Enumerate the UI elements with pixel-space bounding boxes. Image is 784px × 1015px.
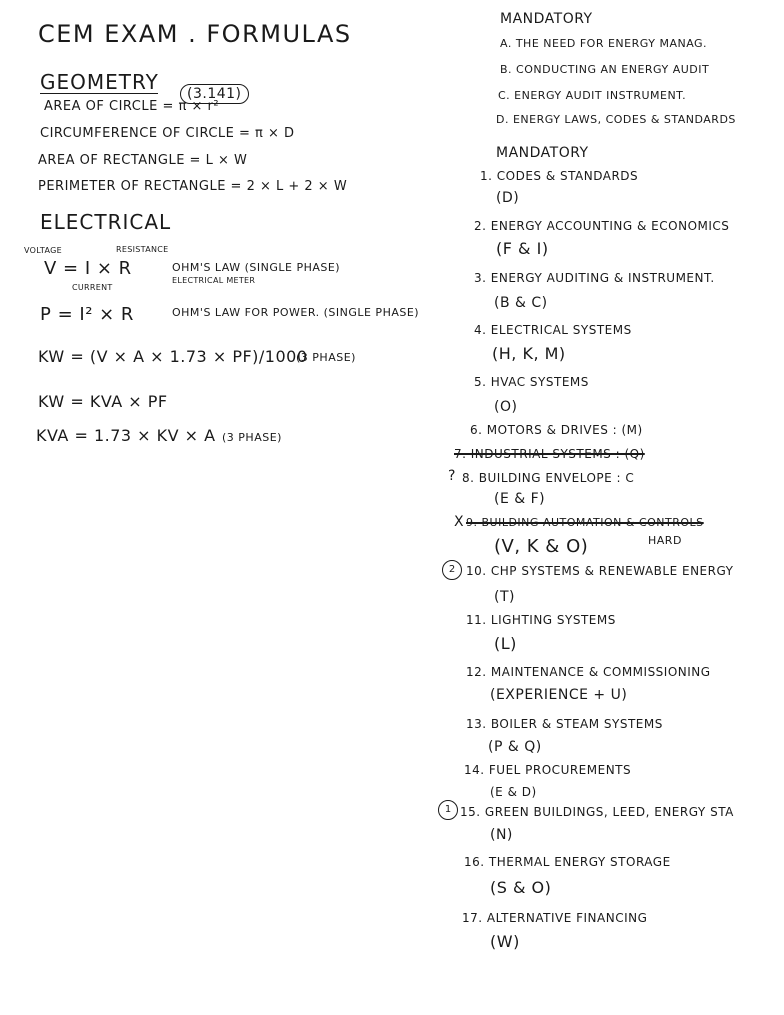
resistance-label: RESISTANCE — [116, 245, 169, 254]
list-item-11-sub: (L) — [494, 634, 517, 653]
power-formula: P = I² × R — [40, 304, 134, 325]
list-item-5: 5. HVAC SYSTEMS — [474, 375, 589, 389]
mandatory-top-item: C. ENERGY AUDIT INSTRUMENT. — [498, 89, 687, 102]
ohm-formula: V = I × R — [44, 258, 132, 279]
list-item-9: 9. BUILDING AUTOMATION & CONTROLS — [466, 516, 704, 529]
list-item-8-prefix: ? — [448, 468, 456, 484]
list-item-3: 3. ENERGY AUDITING & INSTRUMENT. — [474, 271, 715, 285]
list-item-7: 7. INDUSTRIAL SYSTEMS : (Q) — [454, 447, 645, 461]
list-item-16-sub: (S & O) — [490, 878, 552, 897]
list-item-14-sub: (E & D) — [490, 785, 537, 799]
kva-formula: KVA = 1.73 × KV × A — [36, 426, 216, 445]
list-item-6: 6. MOTORS & DRIVES : (M) — [470, 423, 643, 437]
list-item-17: 17. ALTERNATIVE FINANCING — [462, 911, 648, 925]
mandatory-top-item: A. THE NEED FOR ENERGY MANAG. — [500, 37, 708, 50]
list-item-3-sub: (B & C) — [494, 295, 548, 311]
pi-value: (3.141) — [180, 84, 249, 104]
list-item-11: 11. LIGHTING SYSTEMS — [466, 613, 616, 627]
list-item-15-sub: (N) — [490, 827, 513, 843]
list-item-12: 12. MAINTENANCE & COMMISSIONING — [466, 665, 711, 679]
list-item-2-sub: (F & I) — [496, 239, 549, 258]
priority-circle-1: 1 — [438, 800, 458, 820]
list-item-9-prefix: X — [454, 514, 465, 530]
list-item-8: 8. BUILDING ENVELOPE : C — [462, 471, 635, 485]
priority-circle-2: 2 — [442, 560, 462, 580]
geometry-underline — [40, 93, 158, 94]
list-item-16: 16. THERMAL ENERGY STORAGE — [464, 855, 671, 869]
list-item-4: 4. ELECTRICAL SYSTEMS — [474, 323, 632, 337]
kw-kva-formula: KW = KVA × PF — [38, 392, 168, 411]
list-item-13-sub: (P & Q) — [488, 739, 542, 755]
power-note: OHM'S LAW FOR POWER. (SINGLE PHASE) — [172, 306, 420, 319]
ohm-subnote: ELECTRICAL METER — [172, 276, 256, 285]
electrical-heading: ELECTRICAL — [40, 210, 172, 234]
list-item-14: 14. FUEL PROCUREMENTS — [464, 763, 632, 777]
list-item-12-sub: (EXPERIENCE + U) — [490, 687, 628, 703]
list-item-2: 2. ENERGY ACCOUNTING & ECONOMICS — [474, 219, 730, 233]
formula-perimeter: PERIMETER OF RECTANGLE = 2 × L + 2 × W — [38, 179, 348, 194]
list-item-1: 1. CODES & STANDARDS — [480, 169, 639, 183]
list-item-1-sub: (D) — [496, 190, 520, 206]
ohm-note: OHM'S LAW (SINGLE PHASE) — [172, 261, 341, 274]
list-item-10: 10. CHP SYSTEMS & RENEWABLE ENERGY — [466, 564, 734, 578]
list-item-17-sub: (W) — [490, 932, 520, 951]
list-item-8-sub: (E & F) — [494, 491, 546, 507]
kw-note: (3 PHASE) — [296, 351, 356, 364]
formula-area-circle: AREA OF CIRCLE = π × r² — [44, 99, 220, 114]
list-item-4-sub: (H, K, M) — [492, 344, 566, 363]
kva-note: (3 PHASE) — [222, 431, 282, 444]
voltage-label: VOLTAGE — [24, 246, 62, 255]
list-item-13: 13. BOILER & STEAM SYSTEMS — [466, 717, 663, 731]
mandatory-heading: MANDATORY — [496, 145, 589, 161]
list-item-10-sub: (T) — [494, 589, 515, 605]
list-item-5-sub: (O) — [494, 399, 518, 415]
kw-formula: KW = (V × A × 1.73 × PF)/1000 — [38, 347, 308, 366]
list-item-15: 15. GREEN BUILDINGS, LEED, ENERGY STA — [460, 805, 734, 819]
list-item-9-sub: (V, K & O) — [494, 536, 589, 557]
mandatory-top-heading: MANDATORY — [500, 11, 593, 27]
geometry-heading: GEOMETRY — [40, 70, 159, 94]
formula-area-rectangle: AREA OF RECTANGLE = L × W — [38, 153, 248, 168]
page-title: CEM EXAM . FORMULAS — [38, 20, 352, 48]
list-item-9-note: HARD — [648, 534, 682, 547]
mandatory-top-item: D. ENERGY LAWS, CODES & STANDARDS — [496, 113, 736, 126]
current-label: CURRENT — [72, 283, 113, 292]
mandatory-top-item: B. CONDUCTING AN ENERGY AUDIT — [500, 63, 710, 76]
formula-circumference: CIRCUMFERENCE OF CIRCLE = π × D — [40, 126, 295, 141]
